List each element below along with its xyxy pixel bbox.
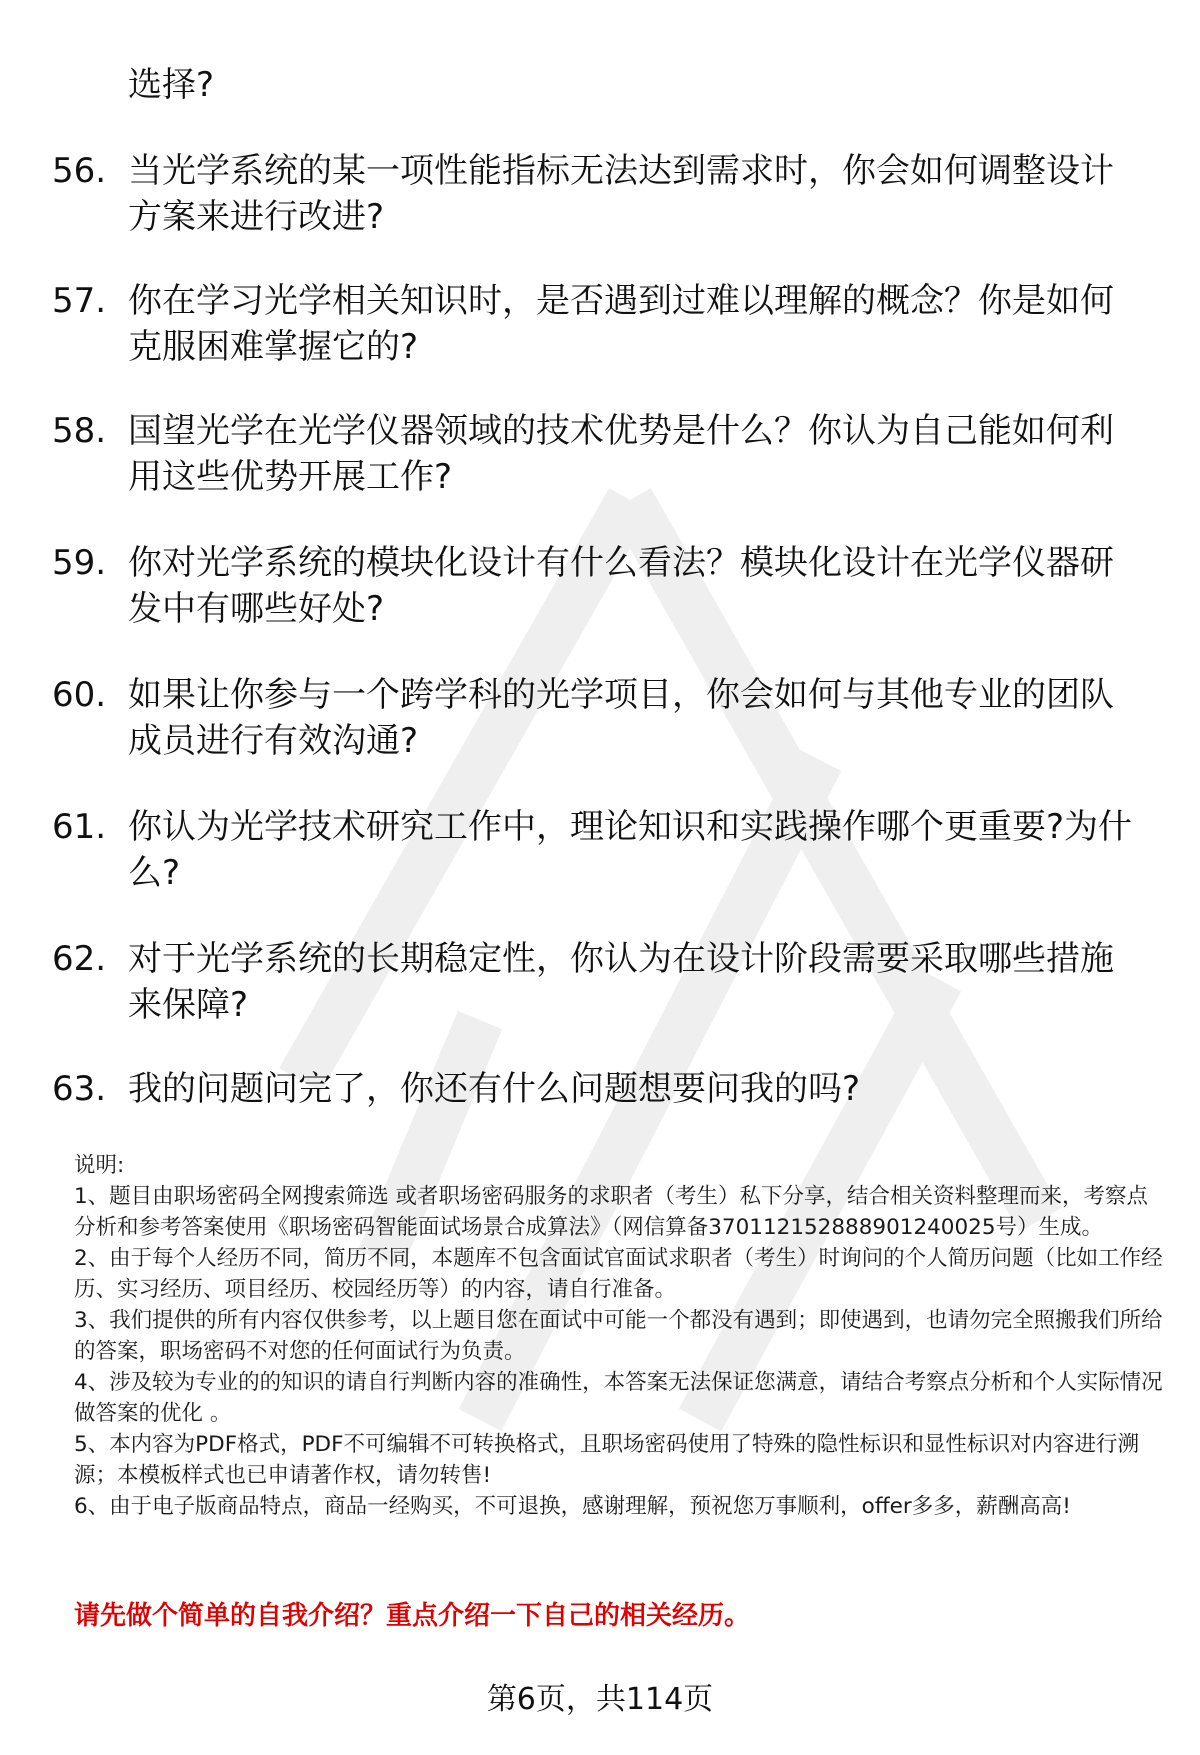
continuation-text: 选择? bbox=[128, 65, 215, 105]
notes-section bbox=[74, 1150, 1164, 1522]
question-text: 你在学习光学相关知识时，是否遇到过难以理解的概念？你是如何克服困难掌握它的? bbox=[128, 281, 1114, 367]
note-item: 4、涉及较为专业的的知识的请自行判断内容的准确性，本答案无法保证您满意，请结合考察点分析和个人实际情况做答案的优化 。 bbox=[74, 1370, 1163, 1426]
question-57 bbox=[52, 278, 1142, 370]
question-61 bbox=[52, 804, 1142, 896]
question-number: 63. bbox=[52, 1069, 107, 1109]
question-text: 如果让你参与一个跨学科的光学项目，你会如何与其他专业的团队成员进行有效沟通? bbox=[128, 675, 1114, 761]
question-text: 对于光学系统的长期稳定性，你认为在设计阶段需要采取哪些措施来保障? bbox=[128, 939, 1114, 1025]
question-number: 60. bbox=[52, 675, 107, 715]
question-number: 59. bbox=[52, 543, 107, 583]
note-item: 6、由于电子版商品特点，商品一经购买，不可退换，感谢理解，预祝您万事顺利，offer多多，薪酬高高! bbox=[74, 1494, 1071, 1519]
question-58 bbox=[52, 408, 1142, 500]
question-56 bbox=[52, 148, 1142, 240]
note-item: 2、由于每个人经历不同，简历不同，本题库不包含面试官面试求职者（考生）时询问的个人简历问题（比如工作经历、实习经历、项目经历、校园经历等）的内容，请自行准备。 bbox=[74, 1246, 1163, 1302]
question-number: 56. bbox=[52, 151, 107, 191]
question-text: 你对光学系统的模块化设计有什么看法？模块化设计在光学仪器研发中有哪些好处? bbox=[128, 543, 1114, 629]
question-62 bbox=[52, 936, 1142, 1028]
question-text: 你认为光学技术研究工作中，理论知识和实践操作哪个更重要?为什么? bbox=[128, 807, 1133, 893]
question-number: 61. bbox=[52, 807, 107, 847]
note-item: 5、本内容为PDF格式，PDF不可编辑不可转换格式，且职场密码使用了特殊的隐性标识和显性标识对内容进行溯源；本模板样式也已申请著作权，请勿转售! bbox=[74, 1432, 1139, 1488]
note-item: 3、我们提供的所有内容仅供参考，以上题目您在面试中可能一个都没有遇到；即使遇到，也请勿完全照搬我们所给的答案，职场密码不对您的任何面试行为负责。 bbox=[74, 1308, 1163, 1364]
question-text: 我的问题问完了，你还有什么问题想要问我的吗? bbox=[128, 1069, 861, 1109]
note-item: 1、题目由职场密码全网搜索筛选 或者职场密码服务的求职者（考生）私下分享，结合相关资料整理而来，考察点分析和参考答案使用《职场密码智能面试场景合成算法》（网信算备370112152888901240025号）生成。 bbox=[74, 1184, 1149, 1240]
question-number: 62. bbox=[52, 939, 107, 979]
question-text: 国望光学在光学仪器领域的技术优势是什么？你认为自己能如何利用这些优势开展工作? bbox=[128, 411, 1114, 497]
question-60 bbox=[52, 672, 1142, 764]
notes-heading: 说明: bbox=[74, 1153, 125, 1178]
question-text: 当光学系统的某一项性能指标无法达到需求时，你会如何调整设计方案来进行改进? bbox=[128, 151, 1114, 237]
question-number: 57. bbox=[52, 281, 107, 321]
question-number: 58. bbox=[52, 411, 107, 451]
question-59 bbox=[52, 540, 1142, 632]
call-to-action: 请先做个简单的自我介绍？重点介绍一下自己的相关经历。 bbox=[74, 1601, 751, 1631]
page-number: 第6页，共114页 bbox=[486, 1682, 714, 1717]
question-63 bbox=[52, 1066, 1142, 1112]
